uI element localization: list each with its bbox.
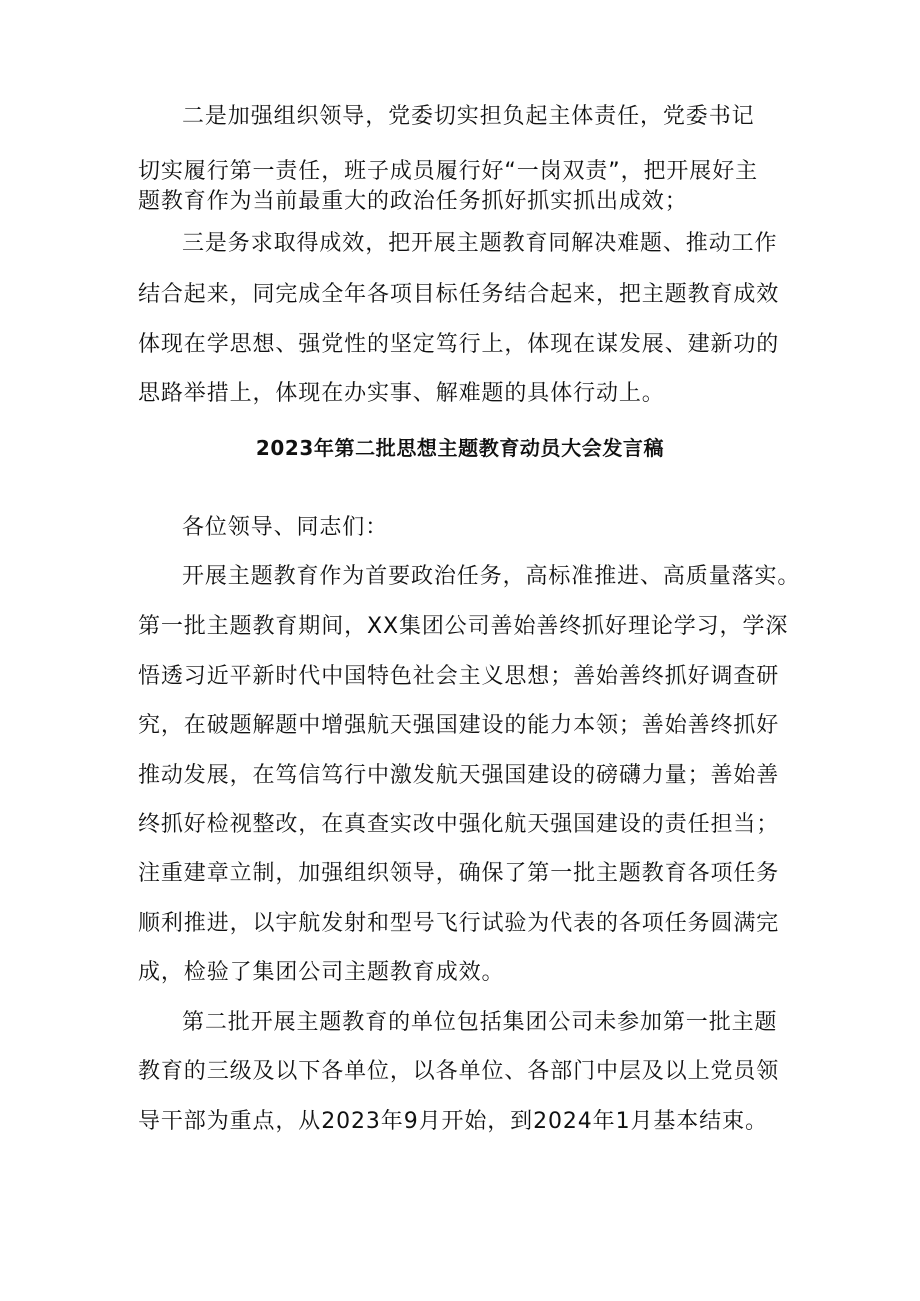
body-paragraph-1-line-4: 究，在破题解题中增强航天强国建设的能力本领；善始善终抓好	[138, 713, 780, 738]
body-paragraph-1-line-2: 第一批主题教育期间，XX集团公司善始善终抓好理论学习，学深	[138, 614, 789, 639]
document-title: 2023年第二批思想主题教育动员大会发言稿	[255, 436, 665, 460]
paragraph-2-line-1: 二是加强组织领导，党委切实担负起主体责任，党委书记	[182, 104, 755, 129]
paragraph-3-line-2: 结合起来，同完成全年各项目标任务结合起来，把主题教育成效	[138, 282, 780, 307]
body-paragraph-1-line-9: 成，检验了集团公司主题教育成效。	[138, 960, 505, 985]
body-paragraph-1-line-3: 悟透习近平新时代中国特色社会主义思想；善始善终抓好调查研	[138, 664, 780, 689]
body-paragraph-1-line-8: 顺利推进，以宇航发射和型号飞行试验为代表的各项任务圆满完	[138, 911, 780, 936]
body-paragraph-2-line-2: 教育的三级及以下各单位，以各单位、各部门中层及以上党员领	[138, 1059, 780, 1084]
body-paragraph-1-line-7: 注重建章立制，加强组织领导，确保了第一批主题教育各项任务	[138, 861, 780, 886]
body-paragraph-1-line-1: 开展主题教育作为首要政治任务，高标准推进、高质量落实。	[182, 564, 801, 589]
salutation: 各位领导、同志们：	[182, 515, 389, 540]
body-paragraph-1-line-5: 推动发展，在笃信笃行中激发航天强国建设的磅礴力量；善始善	[138, 763, 780, 788]
paragraph-3-line-3: 体现在学思想、强党性的坚定笃行上，体现在谋发展、建新功的	[138, 332, 780, 357]
paragraph-2-line-2: 切实履行第一责任，班子成员履行好“一岗双责”，把开展好主	[138, 159, 758, 184]
paragraph-3-line-1: 三是务求取得成效，把开展主题教育同解决难题、推动工作	[182, 231, 778, 256]
body-paragraph-2-line-3: 导干部为重点，从2023年9月开始，到2024年1月基本结束。	[138, 1109, 768, 1134]
body-paragraph-1-line-6: 终抓好检视整改，在真查实改中强化航天强国建设的责任担当；	[138, 812, 780, 837]
paragraph-3-line-4: 思路举措上，体现在办实事、解难题的具体行动上。	[138, 381, 665, 406]
paragraph-2-line-3: 题教育作为当前最重大的政治任务抓好抓实抓出成效；	[138, 189, 688, 214]
body-paragraph-2-line-1: 第二批开展主题教育的单位包括集团公司未参加第一批主题	[182, 1010, 778, 1035]
